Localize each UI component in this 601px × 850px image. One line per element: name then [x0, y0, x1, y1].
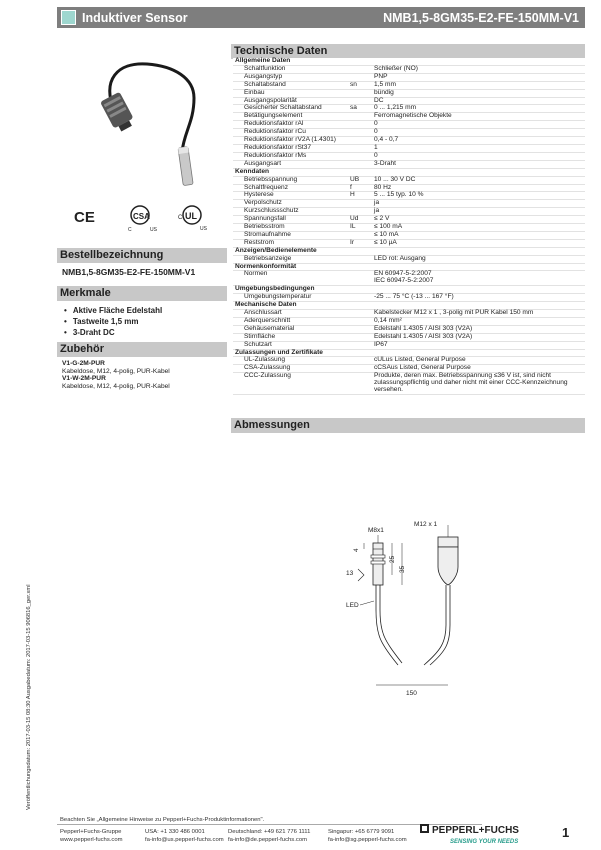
table-row: Gehäusematerial Edelstahl 1.4305 / AISI 303 (V2A): [233, 325, 585, 333]
footer-col3a: Deutschland: +49 621 776 1111: [228, 829, 311, 835]
table-group-header: Mechanische Daten: [233, 302, 585, 310]
feature-list: [62, 306, 162, 339]
footer-col2b[interactable]: fa-info@us.pepperl-fuchs.com: [145, 837, 224, 843]
svg-text:M8x1: M8x1: [368, 527, 384, 534]
table-row: Betriebsstrom IL ≤ 100 mA: [233, 224, 585, 232]
svg-text:M12 x 1: M12 x 1: [414, 521, 438, 528]
accessory-code[interactable]: V1-G-2M-PUR: [62, 360, 105, 367]
table-row: Normen EN 60947-5-2:2007 IEC 60947-5-2:2007: [233, 271, 585, 286]
table-group-header: Kenndaten: [233, 168, 585, 176]
footer-col1b[interactable]: www.pepperl-fuchs.com: [60, 837, 123, 843]
svg-text:PEPPERL+FUCHS: PEPPERL+FUCHS: [432, 825, 519, 836]
footer-col4a: Singapur: +65 6779 9091: [328, 829, 395, 835]
table-row: Ausgangspolarität DC: [233, 97, 585, 105]
svg-text:C: C: [128, 227, 132, 233]
footer-col1a: Pepperl+Fuchs-Gruppe: [60, 829, 122, 835]
feature-item: • Aktive Fläche Edelstahl: [62, 306, 162, 315]
footer-note: Beachten Sie „Allgemeine Hinweise zu Pepperl+Fuchs-Produktinformationen".: [60, 817, 265, 823]
header-title: Induktiver Sensor: [82, 10, 188, 25]
accessory-desc: Kabeldose, M12, 4-polig, PUR-Kabel: [62, 367, 170, 375]
certification-logos: [62, 200, 227, 234]
table-row: Schaltabstand sn 1,5 mm: [233, 81, 585, 89]
ce-mark: CE: [74, 209, 95, 226]
table-row: Reduktionsfaktor rV2A (1.4301) 0,4 - 0,7: [233, 137, 585, 145]
table-row: Betriebsspannung UB 10 ... 30 V DC: [233, 176, 585, 184]
svg-text:US: US: [150, 227, 157, 233]
table-row: Betätigungselement Ferromagnetische Objekte: [233, 113, 585, 121]
technical-data-table: [233, 58, 585, 395]
table-row: Reduktionsfaktor rAl 0: [233, 121, 585, 129]
page-number: 1: [562, 825, 570, 840]
table-group-header: Allgemeine Daten: [233, 58, 585, 65]
section-bestellbezeichnung: Bestellbezeichnung: [57, 248, 227, 263]
section-abmessungen: Abmessungen: [231, 418, 585, 433]
table-row: Gesicherter Schaltabstand sa 0 ... 1,215 mm: [233, 105, 585, 113]
section-technische-daten: Technische Daten: [231, 44, 585, 59]
dimension-drawing: [340, 515, 560, 715]
table-row: CSA-Zulassung cCSAus Listed, General Purpose: [233, 365, 585, 373]
table-row: Aderquerschnitt 0,14 mm²: [233, 317, 585, 325]
table-row: Ausgangsart 3-Draht: [233, 160, 585, 168]
ul-mark: UL: [185, 211, 197, 221]
footer-col3b[interactable]: fa-info@de.pepperl-fuchs.com: [228, 837, 307, 843]
svg-text:13: 13: [346, 570, 354, 577]
footer-col4b[interactable]: fa-info@sg.pepperl-fuchs.com: [328, 837, 407, 843]
table-row: Hysterese H 5 ... 15 typ. 10 %: [233, 192, 585, 200]
table-row: Einbau bündig: [233, 89, 585, 97]
table-row: Schaltfrequenz f 80 Hz: [233, 184, 585, 192]
footer-col2a: USA: +1 330 486 0001: [145, 829, 205, 835]
table-row: Betriebsanzeige LED rot: Ausgang: [233, 255, 585, 263]
table-group-header: Zulassungen und Zertifikate: [233, 349, 585, 357]
csa-mark: CSA: [133, 212, 150, 221]
table-row: CCC-Zulassung Produkte, deren max. Betriebsspannung ≤36 V ist, sind nicht zulassungspflichtig und daher nicht mit einer CCC-Kennzeichnung versehen.: [233, 373, 585, 395]
table-row: Spannungsfall Ud ≤ 2 V: [233, 216, 585, 224]
feature-item: • Tastweite 1,5 mm: [62, 317, 162, 326]
table-row: Schaltfunktion Schließer (NO): [233, 65, 585, 73]
svg-text:LED: LED: [346, 602, 359, 609]
accessory-list: [62, 360, 170, 390]
table-row: Anschlussart Kabelstecker M12 x 1 , 3-polig mit PUR Kabel 150 mm: [233, 310, 585, 318]
table-row: Reduktionsfaktor rMs 0: [233, 152, 585, 160]
brand-logo: [420, 822, 555, 846]
svg-text:C: C: [178, 215, 183, 221]
table-row: Reduktionsfaktor rCu 0: [233, 129, 585, 137]
table-row: Ausgangstyp PNP: [233, 73, 585, 81]
svg-text:SENSING YOUR NEEDS: SENSING YOUR NEEDS: [450, 839, 519, 845]
table-row: Reduktionsfaktor rSt37 1: [233, 144, 585, 152]
product-photo: [62, 40, 227, 190]
svg-text:25: 25: [389, 555, 396, 563]
order-code: NMB1,5-8GM35-E2-FE-150MM-V1: [62, 267, 196, 277]
svg-text:4: 4: [353, 548, 360, 552]
header-product-code: NMB1,5-8GM35-E2-FE-150MM-V1: [383, 10, 579, 25]
header-square-icon: [61, 10, 76, 25]
table-group-header: Anzeigen/Bedienelemente: [233, 247, 585, 255]
table-row: Kurzschlussschutz ja: [233, 208, 585, 216]
table-row: Umgebungstemperatur -25 ... 75 °C (-13 ... 167 °F): [233, 294, 585, 302]
table-group-header: Normenkonformität: [233, 263, 585, 271]
table-row: Schutzart IP67: [233, 341, 585, 349]
header-bar: [57, 7, 585, 28]
footer-divider: [57, 824, 482, 825]
table-group-header: Umgebungsbedingungen: [233, 286, 585, 294]
table-row: Stromaufnahme ≤ 10 mA: [233, 231, 585, 239]
section-merkmale: Merkmale: [57, 286, 227, 301]
svg-text:150: 150: [406, 690, 417, 697]
accessory-desc: Kabeldose, M12, 4-polig, PUR-Kabel: [62, 382, 170, 390]
section-zubehoer: Zubehör: [57, 342, 227, 357]
table-row: UL-Zulassung cULus Listed, General Purpose: [233, 357, 585, 365]
table-row: Stirnfläche Edelstahl 1.4305 / AISI 303 (V2A): [233, 333, 585, 341]
svg-text:US: US: [200, 226, 207, 232]
publication-info: Veröffentlichungsdatum: 2017-03-15 08:30 Ausgabedatum: 2017-03-15 906816_ger.xml: [26, 584, 32, 810]
accessory-code[interactable]: V1-W-2M-PUR: [62, 375, 106, 383]
table-row: Reststrom Ir ≤ 10 µA: [233, 239, 585, 247]
feature-item: • 3-Draht DC: [62, 328, 162, 337]
table-row: Verpolschutz ja: [233, 200, 585, 208]
svg-text:35: 35: [399, 565, 406, 573]
